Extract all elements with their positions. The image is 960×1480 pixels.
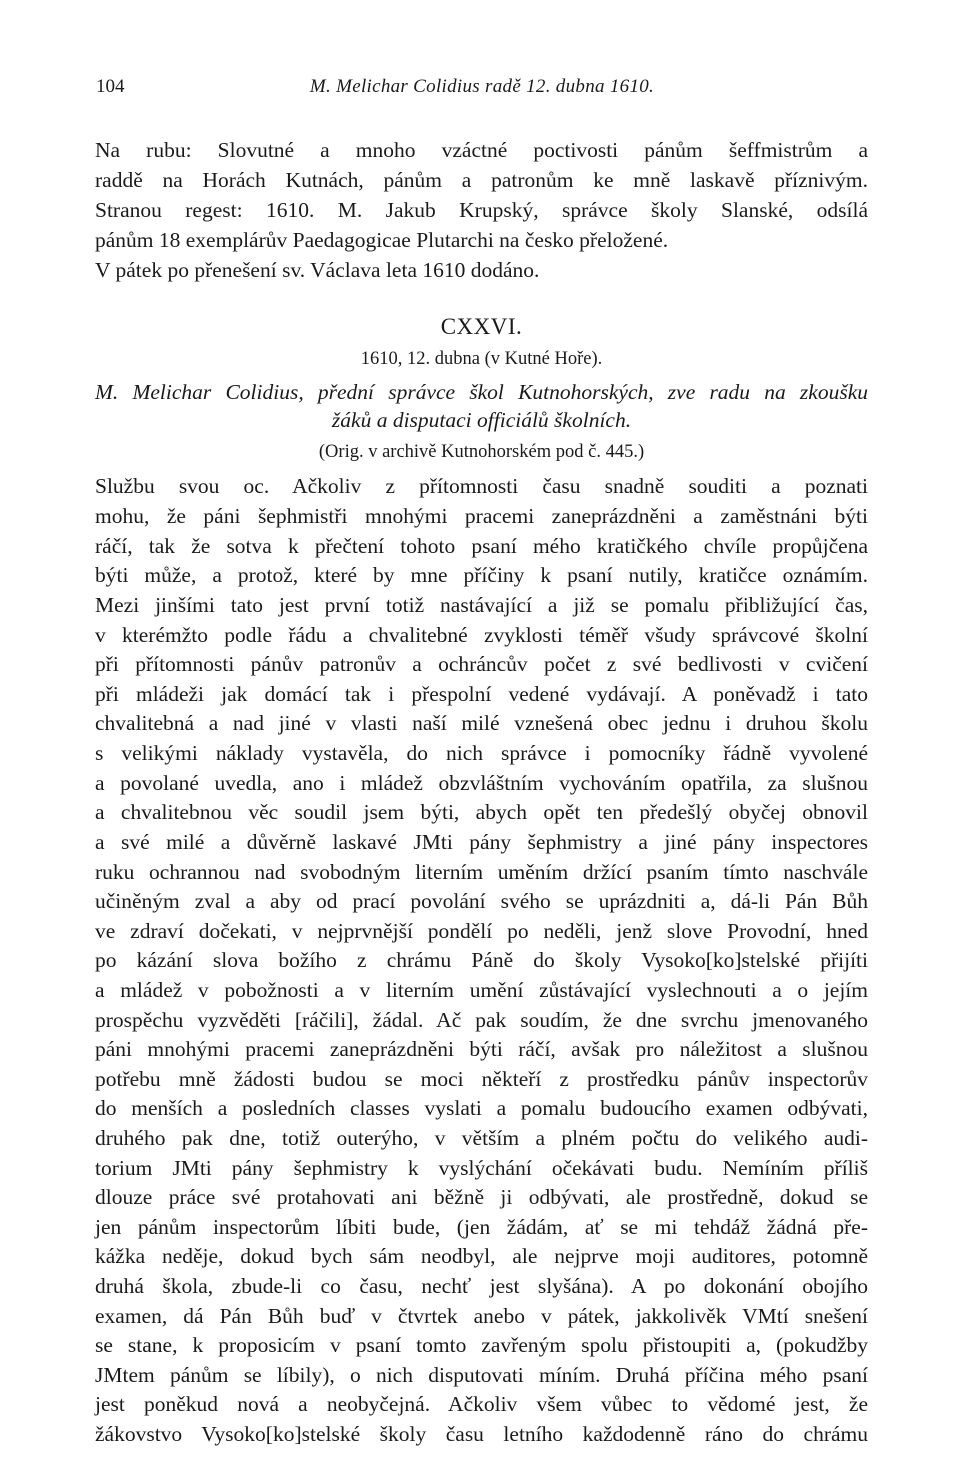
body-line: Mezi jinšími tato jest první totiž nastávající a již se pomalu přibližující čas,: [95, 593, 868, 617]
body-line: dlouze práce své protahovati ani běžně ji odbývati, ale prostředně, dokud se: [95, 1185, 868, 1209]
body-line: prospěchu vyzvěděti [ráčili], žádal. Ač pak soudím, že dne svrchu jmenovaného: [95, 1008, 868, 1032]
body-line: ruku ochrannou nad svobodným literním uměním držící psaním tímto naschvále: [95, 860, 868, 884]
body-line: potřebu mně žádosti budou se moci někteří z prostředku pánův inspectorův: [95, 1067, 868, 1091]
body-line: druhá škola, zbude-li co času, nechť jest slyšána). A po dokonání obojího: [95, 1274, 868, 1298]
body-line: se stane, k proposicím v psaní tomto zavřeným spolu přistoupiti a, (pokudžby: [95, 1333, 868, 1357]
document-summary-line: žáků a disputaci officiálů školních.: [331, 408, 632, 432]
page-header: [96, 76, 868, 104]
body-line: po kázání slova božího z chrámu Páně do školy Vysoko[ko]stelské přijíti: [95, 948, 868, 972]
body-line: examen, dá Pán Bůh buď v čtvrtek anebo v pátek, jakkolivěk VMtí snešení: [95, 1304, 868, 1328]
verso-line: pánům 18 exemplárův Paedagogicae Plutarchi na česko přeložené.: [95, 228, 669, 252]
body-line: jest poněkud nová a neobyčejná. Ačkoliv všem vůbec to vědomé jest, že: [95, 1392, 868, 1416]
document-number: CXXVI.: [440, 314, 523, 339]
body-line: ráčí, tak že sotva k přečtení tohoto psaní mého kratičkého chvíle propůjčena: [95, 534, 868, 558]
body-line: žákovstvo Vysoko[ko]stelské školy času letního každodenně ráno do chrámu: [95, 1422, 868, 1446]
verso-line: Na rubu: Slovutné a mnoho vzáctné poctivosti pánům šeffmistrům a: [95, 138, 868, 162]
body-line: a své milé a důvěrně laskavé JMti pány šephmistry a jiné pány inspectores: [95, 830, 868, 854]
body-line: s velikými náklady vystavěla, do nich správce i pomocníky řádně vyvolené: [95, 741, 868, 765]
document-source: (Orig. v archivě Kutnohorském pod č. 445.): [318, 442, 645, 462]
body-line: v kterémžto podle řádu a chvalitebné zvyklosti téměř všudy správcové školní: [95, 623, 868, 647]
body-line: učiněným zval a aby od prací povolání svého se uprázdniti a, dá-li Pán Bůh: [95, 889, 868, 913]
verso-line: V pátek po přenešení sv. Václava leta 1610 dodáno.: [95, 258, 540, 282]
running-title: M. Melichar Colidius radě 12. dubna 1610.: [309, 76, 655, 97]
body-line: chvalitebná a nad jiné v vlasti naší milé vznešená obec jednu i druhou školu: [95, 711, 868, 735]
body-line: ve zdraví dočekati, v nejprvnější pondělí po neděli, jenž slove Provodní, hned: [95, 919, 868, 943]
body-line: býti může, a protož, které by mne příčiny k psaní nutily, kratičce oznámím.: [95, 563, 868, 587]
body-line: druhého pak dne, totiž outerýho, v větším a plném počtu do velikého audi-: [95, 1126, 868, 1150]
body-line: páni mnohými pracemi zaneprázdněni býti ráčí, avšak pro náležitost a slušnou: [95, 1037, 868, 1061]
body-line: mohu, že páni šephmistři mnohými pracemi zaneprázdněni a zaměstnáni býti: [95, 504, 868, 528]
body-line: při přítomnosti pánův patronův a ochráncův počet z své bedlivosti v cvičení: [95, 652, 868, 676]
document-date-place: 1610, 12. dubna (v Kutné Hoře).: [360, 349, 603, 369]
verso-line: raddě na Horách Kutnách, pánům a patronům ke mně laskavě příznivým.: [95, 168, 868, 192]
verso-line: Stranou regest: 1610. M. Jakub Krupský, správce školy Slanské, odsílá: [95, 198, 868, 222]
body-line: jen pánům inspectorům líbiti bude, (jen žádám, ať se mi tehdáž žádná pře-: [95, 1215, 868, 1239]
body-line: při mládeži jak domácí tak i přespolní vedené vydávají. A poněvadž i tato: [95, 682, 868, 706]
body-line: a povolané uvedla, ano i mládež obzvláštním vychováním opatřila, za slušnou: [95, 771, 868, 795]
page-number: 104: [96, 76, 125, 97]
body-line: do menších a posledních classes vyslati a pomalu budoucího examen odbývati,: [95, 1096, 868, 1120]
document-summary-line: M. Melichar Colidius, přední správce škol Kutnohorských, zve radu na zkoušku: [95, 380, 868, 404]
body-line: Službu svou oc. Ačkoliv z přítomnosti času snadně souditi a poznati: [95, 474, 868, 498]
body-line: torium JMti pány šephmistry k vyslýchání očekávati budu. Nemíním příliš: [95, 1156, 868, 1180]
body-line: JMtem pánům se líbily), o nich disputovati míním. Druhá příčina mého psaní: [95, 1363, 868, 1387]
body-line: kážka neděje, dokud bych sám neodbyl, ale nejprve moji auditores, potomně: [95, 1244, 868, 1268]
body-line: a mládež v pobožnosti a v literním umění zůstávající vyslechnouti a o jejím: [95, 978, 868, 1002]
body-line: a chvalitebnou věc soudil jsem býti, abych opět ten předešlý obyčej obnovil: [95, 800, 868, 824]
